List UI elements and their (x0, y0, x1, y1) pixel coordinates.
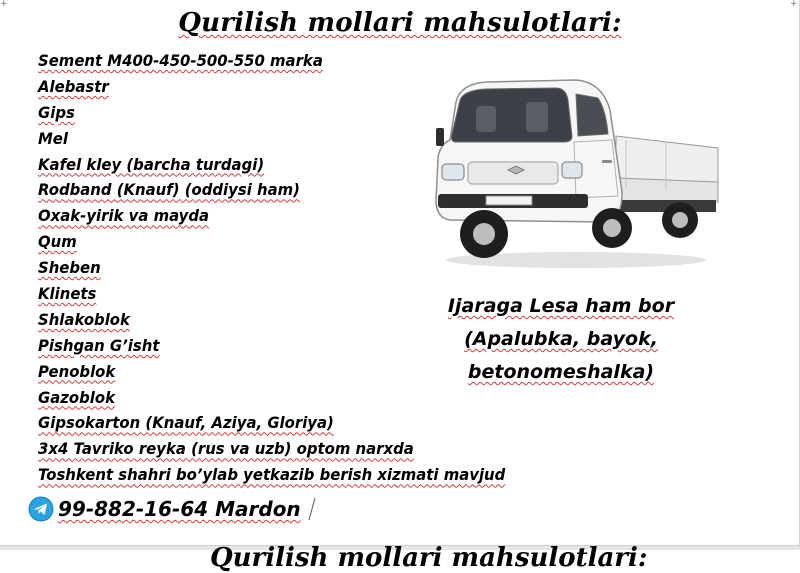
list-item (38, 436, 505, 462)
list-item-text: Penoblok (38, 361, 116, 381)
rent-notice (430, 290, 692, 389)
list-item-text: Qum (38, 232, 77, 252)
list-item-text: Gipsokarton (Knauf, Aziya, Gloriya) (38, 413, 334, 433)
page-corner-marker-right: + (790, 0, 798, 9)
list-item-text: Rodband (Knauf) (oddiysi ham) (38, 180, 300, 200)
page-corner-marker-left: + (0, 0, 8, 9)
list-item-text: Toshkent shahri bo’ylab yetkazib berish xizmati mavjud (38, 465, 506, 485)
rent-line: betonomeshalka) (467, 361, 655, 383)
telegram-icon (28, 496, 54, 522)
text-cursor-icon (307, 496, 317, 522)
list-item-text: Mel (38, 128, 69, 148)
list-item-text: Pishgan G’isht (38, 335, 160, 355)
list-item (38, 462, 505, 488)
page-title (0, 8, 800, 38)
list-item-text: Sement M400-450-500-550 marka (38, 51, 323, 70)
list-item (38, 410, 505, 436)
list-item-text: Gazoblok (38, 387, 116, 407)
list-item-text: Kafel kley (barcha turdagi) (38, 154, 265, 174)
list-item-text: 3x4 Tavriko reyka (rus va uzb) optom narxda (38, 439, 414, 459)
page-title-text: Qurilish mollari mahsulotlari: (178, 8, 622, 38)
list-item-text: Shlakoblok (38, 309, 130, 329)
list-item-text: Oxak-yirik va mayda (38, 206, 210, 226)
truck-image (426, 70, 722, 270)
next-page-title (210, 543, 648, 573)
list-item-text: Alebastr (38, 76, 109, 96)
list-item-text: Sheben (38, 258, 101, 278)
next-page-title-text: Qurilish mollari mahsulotlari: (210, 543, 648, 573)
phone-number: 99-882-16-64 Mardon (58, 497, 301, 521)
contact-line (28, 494, 317, 524)
rent-line: Ijaraga Lesa ham bor (447, 295, 675, 317)
rent-line: (Apalubka, bayok, (464, 328, 658, 350)
list-item-text: Klinets (38, 284, 97, 304)
list-item-text: Gips (38, 102, 75, 122)
